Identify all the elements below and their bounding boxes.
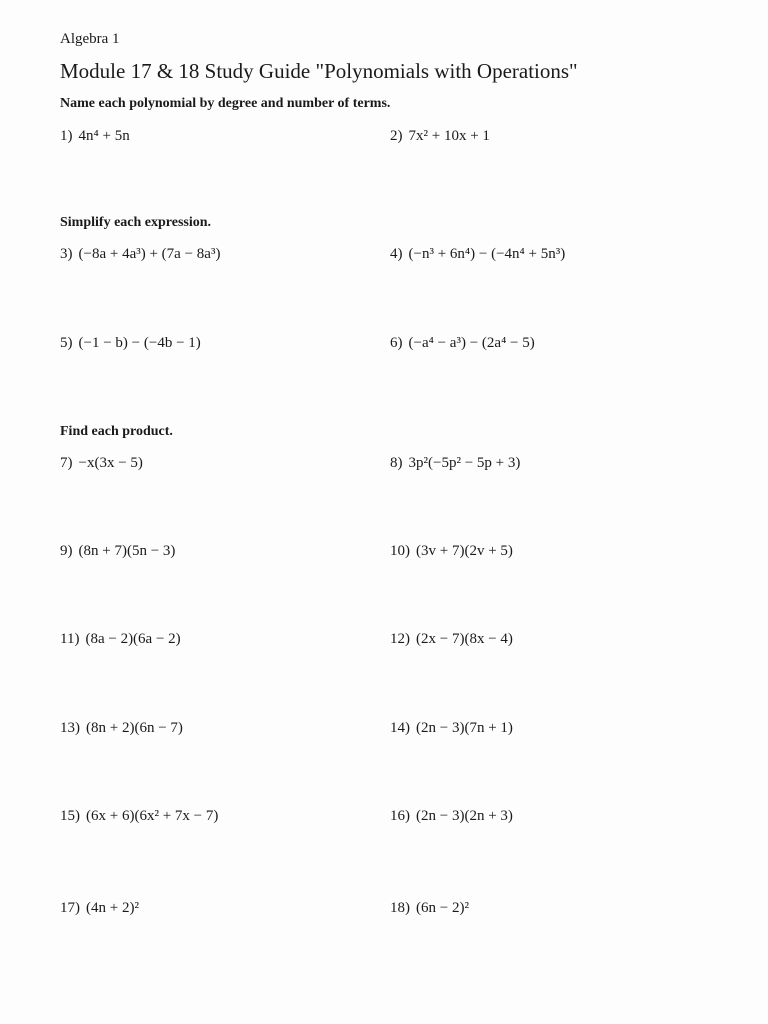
problem-1 [60, 128, 130, 145]
problem-expression: 3p²(−5p² − 5p + 3) [408, 455, 521, 471]
problem-expression: (8n + 2)(6n − 7) [86, 720, 183, 736]
problem-expression: (−n³ + 6n⁴) − (−4n⁴ + 5n³) [408, 246, 566, 262]
section-heading-classify: Name each polynomial by degree and number of terms. [60, 96, 391, 111]
problem-4 [390, 246, 565, 263]
page-title: Module 17 & 18 Study Guide "Polynomials with Operations" [60, 59, 578, 83]
problem-number: 7) [60, 455, 73, 471]
problem-number: 10) [390, 543, 410, 559]
problem-number: 14) [390, 720, 410, 736]
problem-expression: (8n + 7)(5n − 3) [78, 543, 176, 559]
problem-number: 13) [60, 720, 80, 736]
problem-number: 3) [60, 246, 73, 262]
problem-7 [60, 455, 143, 472]
problem-expression: 4n⁴ + 5n [78, 128, 130, 144]
problem-expression: (2n − 3)(7n + 1) [416, 720, 513, 736]
problem-9 [60, 543, 175, 560]
problem-expression: (−8a + 4a³) + (7a − 8a³) [78, 246, 221, 262]
problem-2 [390, 128, 490, 145]
problem-number: 12) [390, 631, 410, 647]
problem-number: 2) [390, 128, 403, 144]
section-heading-simplify: Simplify each expression. [60, 215, 212, 230]
problem-expression: (−1 − b) − (−4b − 1) [78, 335, 201, 351]
problem-10 [390, 543, 513, 560]
problem-expression: (6n − 2)² [416, 900, 469, 916]
problem-13 [60, 720, 183, 737]
problem-expression: −x(3x − 5) [78, 455, 143, 471]
problem-16 [390, 808, 513, 825]
problem-number: 6) [390, 335, 403, 351]
problem-number: 16) [390, 808, 410, 824]
problem-number: 1) [60, 128, 73, 144]
problem-expression: (4n + 2)² [86, 900, 139, 916]
problem-expression: 7x² + 10x + 1 [408, 128, 490, 144]
problem-8 [390, 455, 520, 472]
problem-number: 5) [60, 335, 73, 351]
section-heading-product: Find each product. [60, 424, 173, 439]
problem-number: 8) [390, 455, 403, 471]
problem-5 [60, 335, 201, 352]
problem-17 [60, 900, 139, 917]
problem-number: 9) [60, 543, 73, 559]
problem-number: 4) [390, 246, 403, 262]
problem-expression: (8a − 2)(6a − 2) [85, 631, 181, 647]
problem-expression: (2x − 7)(8x − 4) [416, 631, 513, 647]
problem-number: 17) [60, 900, 80, 916]
problem-number: 11) [60, 631, 80, 647]
problem-expression: (6x + 6)(6x² + 7x − 7) [86, 808, 219, 824]
problem-3 [60, 246, 220, 263]
problem-number: 18) [390, 900, 410, 916]
problem-number: 15) [60, 808, 80, 824]
problem-6 [390, 335, 535, 352]
course-name: Algebra 1 [60, 31, 120, 47]
problem-14 [390, 720, 513, 737]
problem-12 [390, 631, 513, 648]
problem-11 [60, 631, 181, 648]
problem-18 [390, 900, 469, 917]
problem-15 [60, 808, 218, 825]
problem-expression: (3v + 7)(2v + 5) [416, 543, 513, 559]
problem-expression: (−a⁴ − a³) − (2a⁴ − 5) [408, 335, 535, 351]
problem-expression: (2n − 3)(2n + 3) [416, 808, 513, 824]
